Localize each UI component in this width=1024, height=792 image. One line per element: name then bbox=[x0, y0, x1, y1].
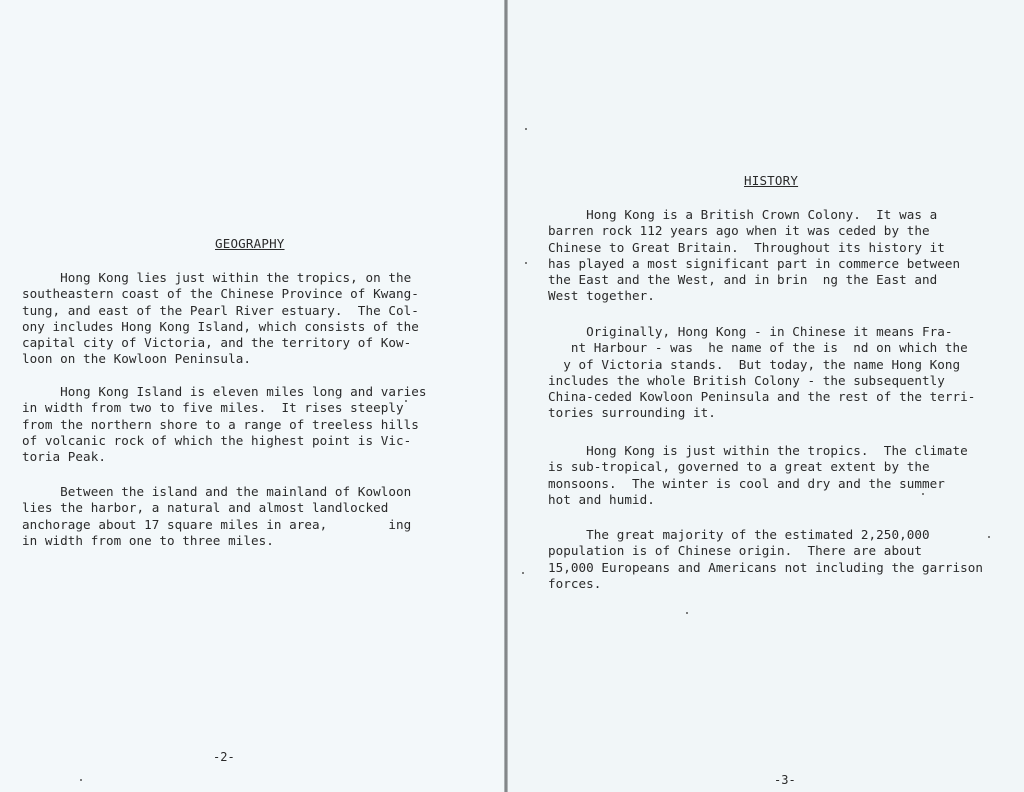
history-paragraph-3: Hong Kong is just within the tropics. The climate is sub-tropical, governed to a great extent by the monsoons. The winter is cool and dry and the summer hot and humid. bbox=[548, 443, 968, 507]
paper-speck bbox=[988, 536, 990, 538]
left-page bbox=[0, 0, 504, 792]
right-page-number: -3- bbox=[774, 773, 796, 787]
paper-speck bbox=[405, 400, 407, 402]
history-paragraph-4: The great majority of the estimated 2,250,000 population is of Chinese origin. There are about 15,000 Europeans and Americans not including the garrison forces. bbox=[548, 527, 984, 591]
geography-paragraph-3: Between the island and the mainland of Kowloon lies the harbor, a natural and almost landlocked anchorage about 17 square miles in area, ing in width from one to three miles. bbox=[22, 484, 412, 548]
right-page bbox=[508, 0, 1024, 792]
paper-speck bbox=[522, 572, 524, 574]
geography-paragraph-2: Hong Kong Island is eleven miles long and varies in width from two to five miles. It rises steeply from the northern shore to a range of treeless hills of volcanic rock of which the highest point is Vic- toria Peak. bbox=[22, 384, 427, 465]
paper-speck bbox=[525, 262, 527, 264]
geography-heading: GEOGRAPHY bbox=[215, 236, 285, 251]
history-heading: HISTORY bbox=[744, 173, 799, 188]
history-paragraph-1: Hong Kong is a British Crown Colony. It was a barren rock 112 years ago when it was ceded by the Chinese to Great Britain. Throughout its history it has played a most significant part in commerce between the East and the West, and in brin ng the East and West together. bbox=[548, 207, 961, 304]
geography-paragraph-1: Hong Kong lies just within the tropics, on the southeastern coast of the Chinese Province of Kwang- tung, and east of the Pearl River estuary. The Col- ony includes Hong Kong Island, which consists of the capital city of Victoria, and the territory of Kow- loon on the Kowloon Peninsula. bbox=[22, 270, 419, 367]
paper-speck bbox=[922, 493, 924, 495]
left-page-number: -2- bbox=[213, 750, 235, 764]
history-paragraph-2: Originally, Hong Kong - in Chinese it means Fra- nt Harbour - was he name of the is nd on which the y of Victoria stands. But today, the name Hong Kong includes the whole British Colony - the subsequently China-ceded Kowloon Peninsula and the rest of the terri- tories surrounding it. bbox=[548, 324, 976, 421]
paper-speck bbox=[80, 779, 82, 781]
paper-speck bbox=[525, 128, 527, 130]
paper-speck bbox=[686, 612, 688, 614]
